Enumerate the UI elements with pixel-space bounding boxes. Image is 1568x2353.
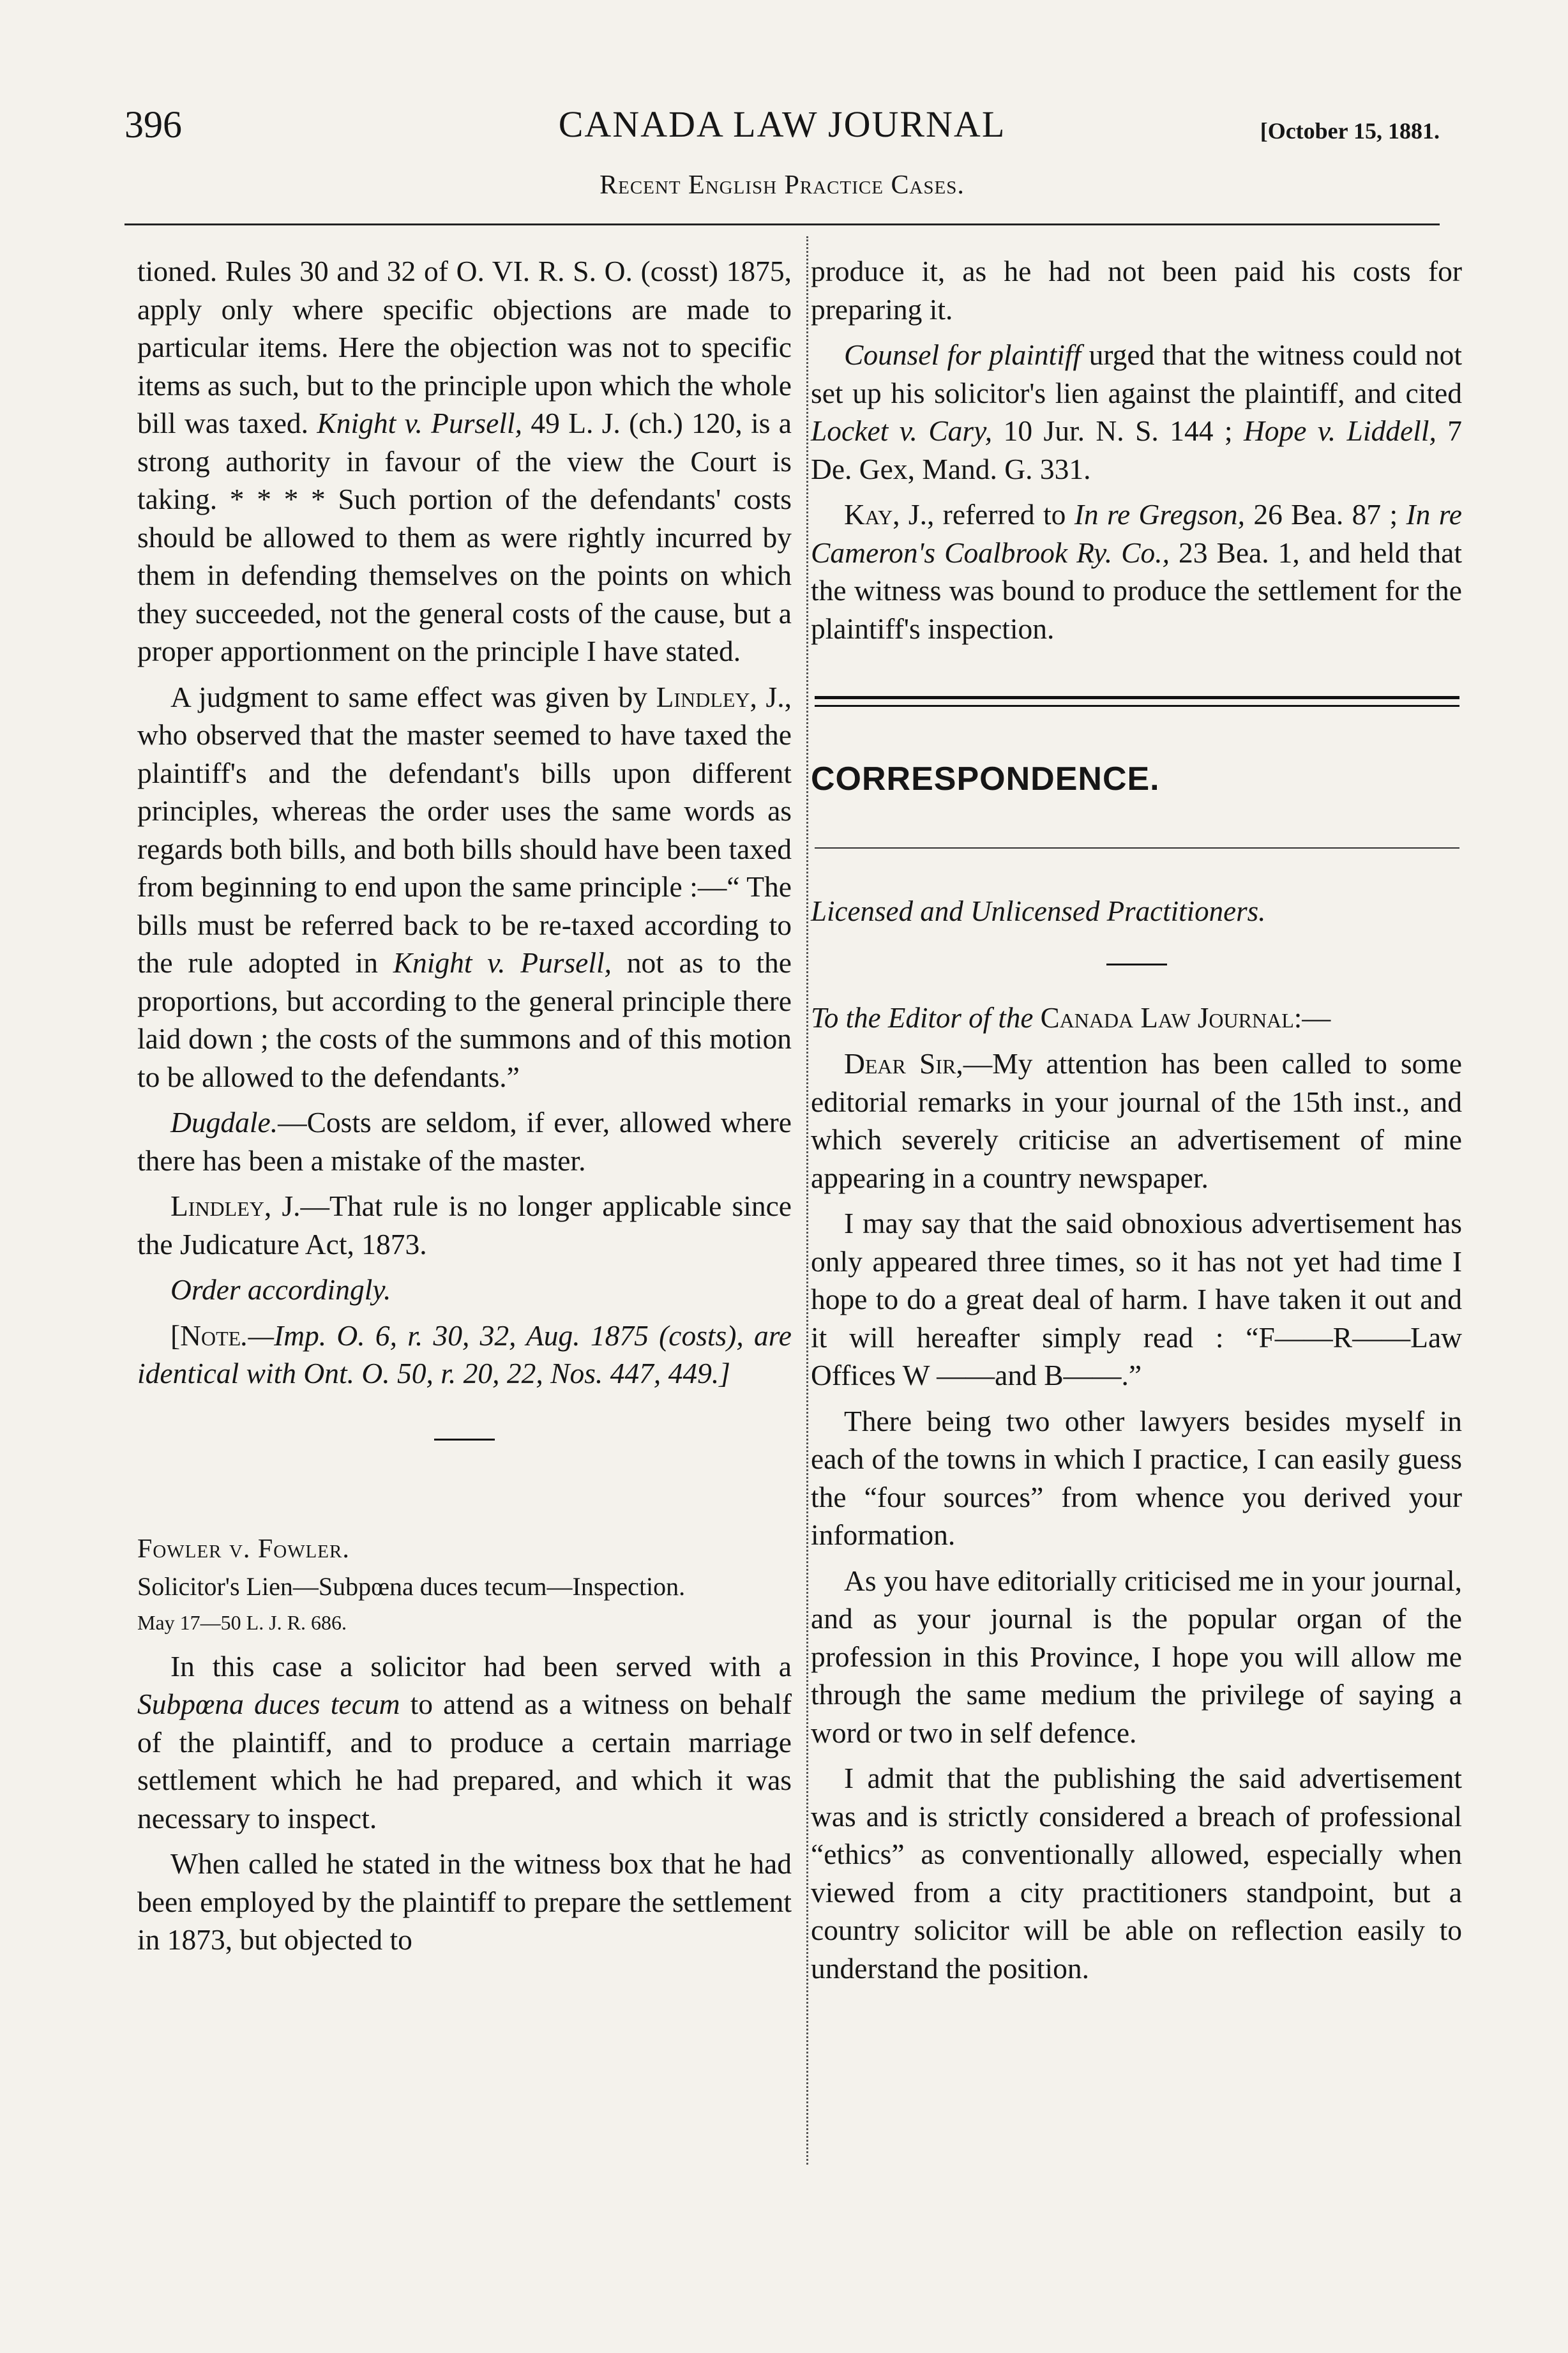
case-citation: May 17—50 L. J. R. 686. — [137, 1610, 347, 1634]
paragraph-case-facts: In this case a solicitor had been served with a Subpœna duces tecum to attend as a witness on behalf of the plaintiff, and to produce a certain marriage settlement which he had prepared, and which it was necessary to inspect. — [137, 1649, 792, 1835]
quoted-sign: “F——R——Law Offices W ——and B——.” — [811, 1320, 1462, 1391]
journal-title: CANADA LAW JOURNAL — [558, 103, 1006, 145]
case-name: In re Gregson, — [1074, 498, 1245, 531]
paragraph-kay-ruling: Kay, J., referred to In re Gregson, 26 Bea. 87 ; In re Cameron's Coalbrook Ry. Co., 23 Bea. 1, and held that the witness was bound to produce the settlement for the plaintiff's inspection. — [811, 498, 1462, 645]
header-rule — [124, 223, 1440, 225]
letter-paragraph-3: There being two other lawyers besides myself in each of the towns in which I practice, I can easily guess the “four sources” from whence you derived your information. — [811, 1404, 1462, 1551]
right-column — [811, 252, 1462, 1987]
letter-paragraph-2: I may say that the said obnoxious advertisement has only appeared three times, so it has not yet had time I hope to do a great deal of harm. I have taken it out and it will hereafter simply read : “F——R——Law Offices W ——and B——.” — [811, 1207, 1462, 1391]
paragraph-lindley-ruling: Lindley, J.—That rule is no longer applicable since the Judicature Act, 1873. — [137, 1190, 792, 1260]
paragraph-dugdale: Dugdale.—Costs are seldom, if ever, allowed where there has been a mistake of the master. — [137, 1106, 792, 1177]
paragraph-counsel: Counsel for plaintiff urged that the witness could not set up his solicitor's lien against the plaintiff, and cited Locket v. Cary, 10 Jur. N. S. 144 ; Hope v. Liddell, 7 De. Gex, Mand. G. 331. — [811, 338, 1463, 485]
case-name: Locket v. Cary, — [811, 414, 993, 447]
case-title: Fowler v. Fowler. — [137, 1534, 350, 1564]
page-number: 396 — [124, 103, 182, 146]
letter-paragraph-5: I admit that the publishing the said advertisement was and is strictly considered a breach of professional “ethics” as conventionally allowed, especially when viewed from a city practitioners standpoint, but a country solicitor will be able on reflection easily to understand the position. — [811, 1762, 1462, 1985]
judge-name: Kay — [844, 498, 893, 531]
editorial-note: [Note.—Imp. O. 6, r. 30, 32, Aug. 1875 (costs), are identical with Ont. O. 50, r. 20, 22, Nos. 447, 449.] — [137, 1319, 792, 1389]
case-name: Knight v. Pursell, — [317, 407, 522, 439]
section-heading: CORRESPONDENCE. — [811, 760, 1160, 798]
case-name: Knight v. Pursell, — [393, 946, 612, 979]
column-divider — [806, 236, 808, 2165]
judge-name: Lindley — [170, 1190, 264, 1222]
running-head: Recent English Practice Cases. — [599, 170, 965, 200]
counsel-name: Dugdale. — [170, 1106, 278, 1139]
case-name: In re Cameron's Coalbrook Ry. Co., — [811, 498, 1462, 569]
article-title: Licensed and Unlicensed Practitioners. — [811, 895, 1266, 927]
order-line: Order accordingly. — [170, 1273, 391, 1306]
judge-name: Lindley — [656, 680, 750, 713]
left-column — [137, 252, 792, 1959]
section-double-rule — [815, 696, 1459, 707]
paragraph-lindley-judgment: A judgment to same effect was given by Lindley, J., who observed that the master seemed to have taxed the plaintiff's and the defendant's bills upon different principles, whereas the order uses the same words as regards both bills, and both bills should have been taxed from beginning to end upon the same principle :—“ The bills must be referred back to be re-taxed according to the rule adopted in Knight v. Pursell, not as to the proportions, but according to the general principle there laid down ; the costs of the summons and of this motion to be allowed to the defendants.” — [137, 680, 792, 1093]
letter-address: To the Editor of the Canada Law Journal:— — [811, 1002, 1331, 1034]
case-name: Hope v. Liddell, — [1243, 414, 1436, 447]
paragraph-continuation: tioned. Rules 30 and 32 of O. VI. R. S. O. (cosst) 1875, apply only where specific objections are made to particular items. Here the objection was not to specific items as such, but to the principle upon which the whole bill was taxed. Knight v. Pursell, 49 L. J. (ch.) 120, is a strong authority in favour of the view the Court is taking. * * * * Such portion of the defendants' costs should be allowed to them as were rightly incurred by them in defending themselves on the points on which they succeeded, not the general costs of the cause, but a proper apportionment on the principle I have stated. — [137, 255, 792, 667]
issue-date: [October 15, 1881. — [1260, 118, 1440, 144]
paragraph-continuation: produce it, as he had not been paid his costs for preparing it. — [811, 255, 1462, 326]
paragraph-witness: When called he stated in the witness box that he had been employed by the plaintiff to prepare the settlement in 1873, but objected to — [137, 1847, 792, 1956]
letter-paragraph-1: Dear Sir,—My attention has been called to some editorial remarks in your journal of the 15th inst., and which severely criticise an advertisement of mine appearing in a country newspaper. — [811, 1047, 1462, 1194]
case-subtitle: Solicitor's Lien—Subpœna duces tecum—Inspection. — [137, 1571, 686, 1601]
page-header — [124, 99, 1440, 150]
writ-name: Subpœna duces tecum — [137, 1688, 400, 1720]
letter-paragraph-4: As you have editorially criticised me in your journal, and as your journal is the popular organ of the profession in this Province, I hope you will allow me through the same medium the privilege of saying a word or two in self defence. — [811, 1564, 1462, 1749]
